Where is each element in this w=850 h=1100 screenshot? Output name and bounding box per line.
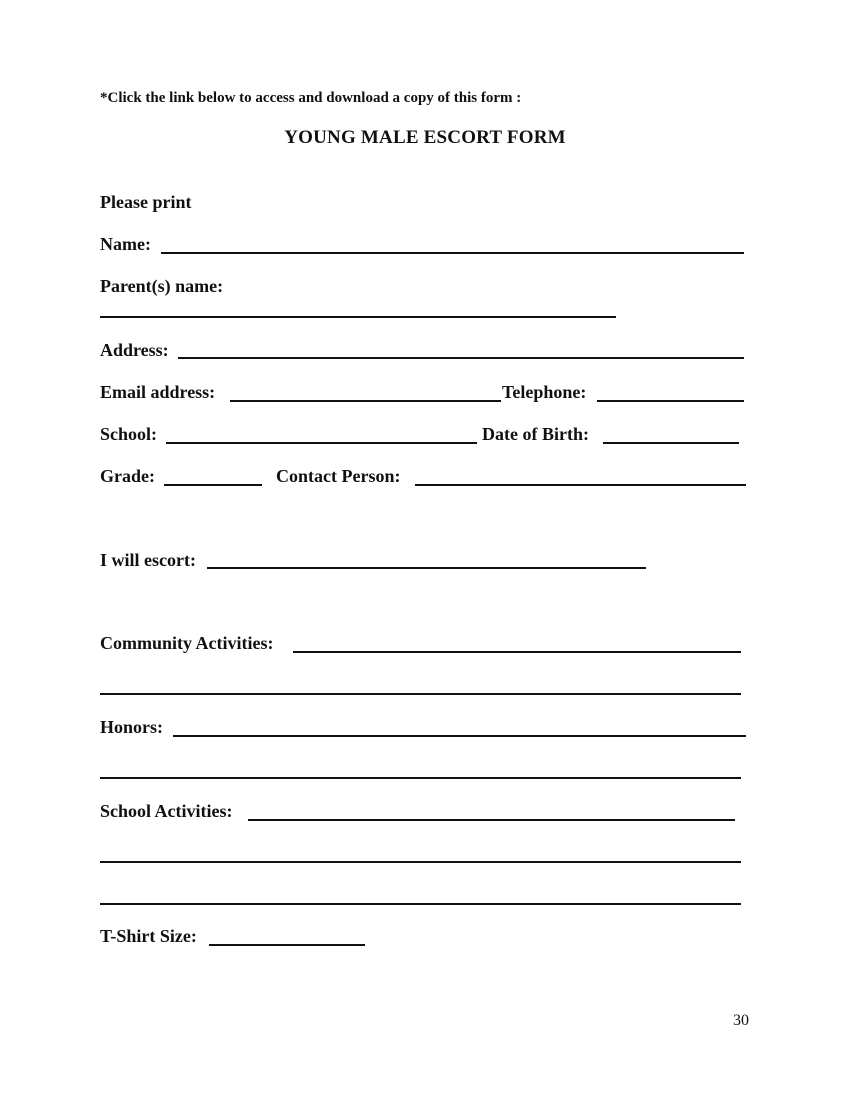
telephone-label: Telephone: [502,382,587,402]
community-activities-field[interactable] [293,651,741,653]
community-activities-field-2[interactable] [100,693,741,695]
please-print-label: Please print [100,192,192,212]
honors-field-2[interactable] [100,777,741,779]
name-label: Name: [100,234,151,254]
download-note[interactable]: *Click the link below to access and download a copy of this form : [100,90,522,106]
form-title: YOUNG MALE ESCORT FORM [284,127,566,148]
name-field[interactable] [161,252,744,254]
honors-label: Honors: [100,717,163,737]
school-activities-field-3[interactable] [100,903,741,905]
school-field[interactable] [166,442,477,444]
parents-name-field[interactable] [100,316,616,318]
email-label: Email address: [100,382,216,402]
escort-field[interactable] [207,567,646,569]
address-field[interactable] [178,357,744,359]
date-of-birth-field[interactable] [603,442,739,444]
email-field[interactable] [230,400,501,402]
school-label: School: [100,424,158,444]
grade-field[interactable] [164,484,262,486]
honors-field[interactable] [173,735,746,737]
address-label: Address: [100,340,169,360]
school-activities-field-2[interactable] [100,861,741,863]
community-activities-label: Community Activities: [100,633,274,653]
page-number: 30 [733,1012,749,1029]
school-activities-field[interactable] [248,819,735,821]
tshirt-size-field[interactable] [209,944,365,946]
telephone-field[interactable] [597,400,744,402]
contact-person-field[interactable] [415,484,746,486]
escort-label: I will escort: [100,550,196,570]
school-activities-label: School Activities: [100,801,233,821]
contact-person-label: Contact Person: [276,466,401,486]
parents-name-label: Parent(s) name: [100,276,224,296]
date-of-birth-label: Date of Birth: [482,424,589,444]
tshirt-size-label: T-Shirt Size: [100,926,197,946]
grade-label: Grade: [100,466,155,486]
